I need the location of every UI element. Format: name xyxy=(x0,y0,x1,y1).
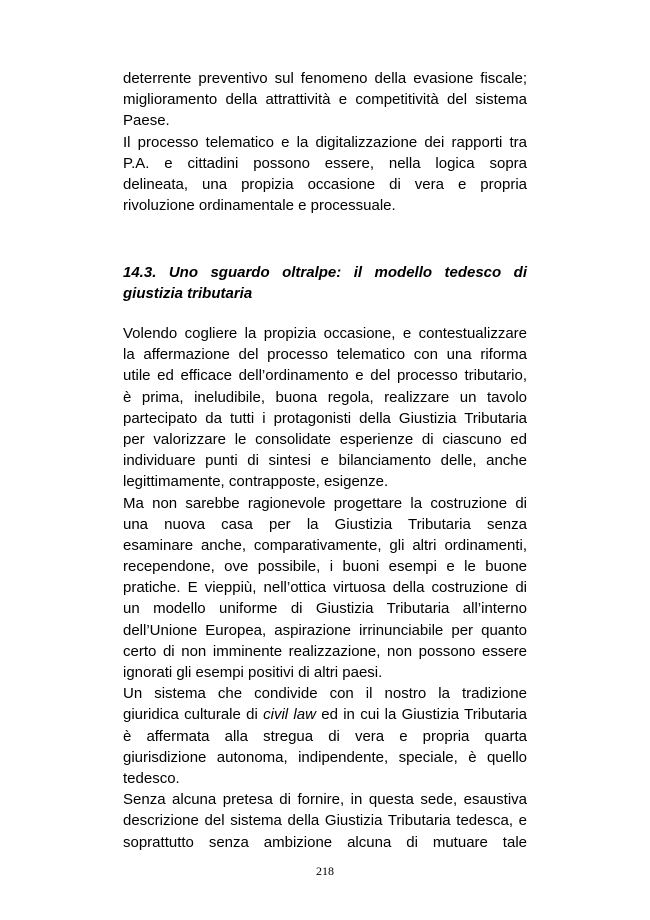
text-line: esaminare anche, comparativamente, gli altri ordinamenti, xyxy=(123,536,527,554)
text-line: Paese. xyxy=(123,112,170,130)
text-line: Il processo telematico e la digitalizzazione dei rapporti tra xyxy=(123,133,527,151)
text-line: tedesco. xyxy=(123,769,180,787)
paragraph xyxy=(123,68,527,132)
text-line: partecipato da tutti i protagonisti della Giustizia Tributaria xyxy=(123,409,527,427)
text-line: P.A. e cittadini possono essere, nella logica sopra xyxy=(123,154,527,172)
heading-line: 14.3. Uno sguardo oltralpe: il modello tedesco di xyxy=(123,264,527,281)
paragraph xyxy=(123,493,527,684)
text-line: certo di non imminente realizzazione, non possono essere xyxy=(123,642,527,660)
text-line: ignorati gli esempi positivi di altri paesi. xyxy=(123,664,383,681)
section-heading xyxy=(123,262,527,304)
text-line: recependone, ove possibile, i buoni esempi e le buone xyxy=(123,558,527,576)
text-fragment: giuridica culturale di xyxy=(123,706,264,724)
text-line: miglioramento della attrattività e competitività del sistema xyxy=(123,91,527,109)
text-line: Ma non sarebbe ragionevole progettare la costruzione di xyxy=(123,494,527,512)
paragraph xyxy=(123,323,527,493)
text-line: una nuova casa per la Giustizia Tributaria senza xyxy=(123,515,527,533)
text-line: individuare punti di sintesi e bilanciamento delle, anche xyxy=(123,452,527,470)
text-line: legittimamente, contrapposte, esigenze. xyxy=(123,473,389,491)
text-line: rivoluzione ordinamentale e processuale. xyxy=(123,197,396,215)
text-line: pratiche. E vieppiù, nell’ottica virtuosa della costruzione di xyxy=(123,579,527,597)
text-line: per valorizzare le consolidate esperienze di ciascuno ed xyxy=(123,430,527,448)
text-line: Senza alcuna pretesa di fornire, in questa sede, esaustiva xyxy=(123,791,527,809)
body-paragraphs xyxy=(123,323,527,853)
paragraph xyxy=(123,789,527,853)
text-line: un modello uniforme di Giustizia Tributaria all’interno xyxy=(123,600,527,618)
top-paragraphs xyxy=(123,68,527,216)
text-line: deterrente preventivo sul fenomeno della evasione fiscale; xyxy=(123,70,527,87)
text-line: Volendo cogliere la propizia occasione, e contestualizzare xyxy=(123,325,527,342)
text-line: è affermata alla stregua di vera e propria quarta xyxy=(123,727,527,745)
paragraph xyxy=(123,683,527,789)
text-fragment: ed in cui la Giustizia Tributaria xyxy=(315,706,527,724)
page-number: 218 xyxy=(316,864,334,878)
text-line: delineata, una propizia occasione di vera e propria xyxy=(123,175,527,193)
text-line: Un sistema che condivide con il nostro la tradizione xyxy=(123,685,527,703)
text-line: dell’Unione Europea, aspirazione irrinunciabile per quanto xyxy=(123,621,527,639)
italic-term: civil law xyxy=(263,706,316,724)
heading-line: giustizia tributaria xyxy=(123,285,253,303)
text-line: utile ed efficace dell’ordinamento e del processo tributario, xyxy=(123,367,527,385)
text-line: è prima, ineludibile, buona regola, realizzare un tavolo xyxy=(123,388,527,406)
text-line: descrizione del sistema della Giustizia Tributaria tedesca, e xyxy=(123,812,527,830)
text-line: la affermazione del processo telematico con una riforma xyxy=(123,346,527,364)
text-line: soprattutto senza ambizione alcuna di mutuare tale xyxy=(123,833,527,851)
paragraph xyxy=(123,132,527,217)
text-line: giurisdizione autonoma, indipendente, speciale, è quello xyxy=(123,748,527,766)
text-line xyxy=(123,704,527,725)
